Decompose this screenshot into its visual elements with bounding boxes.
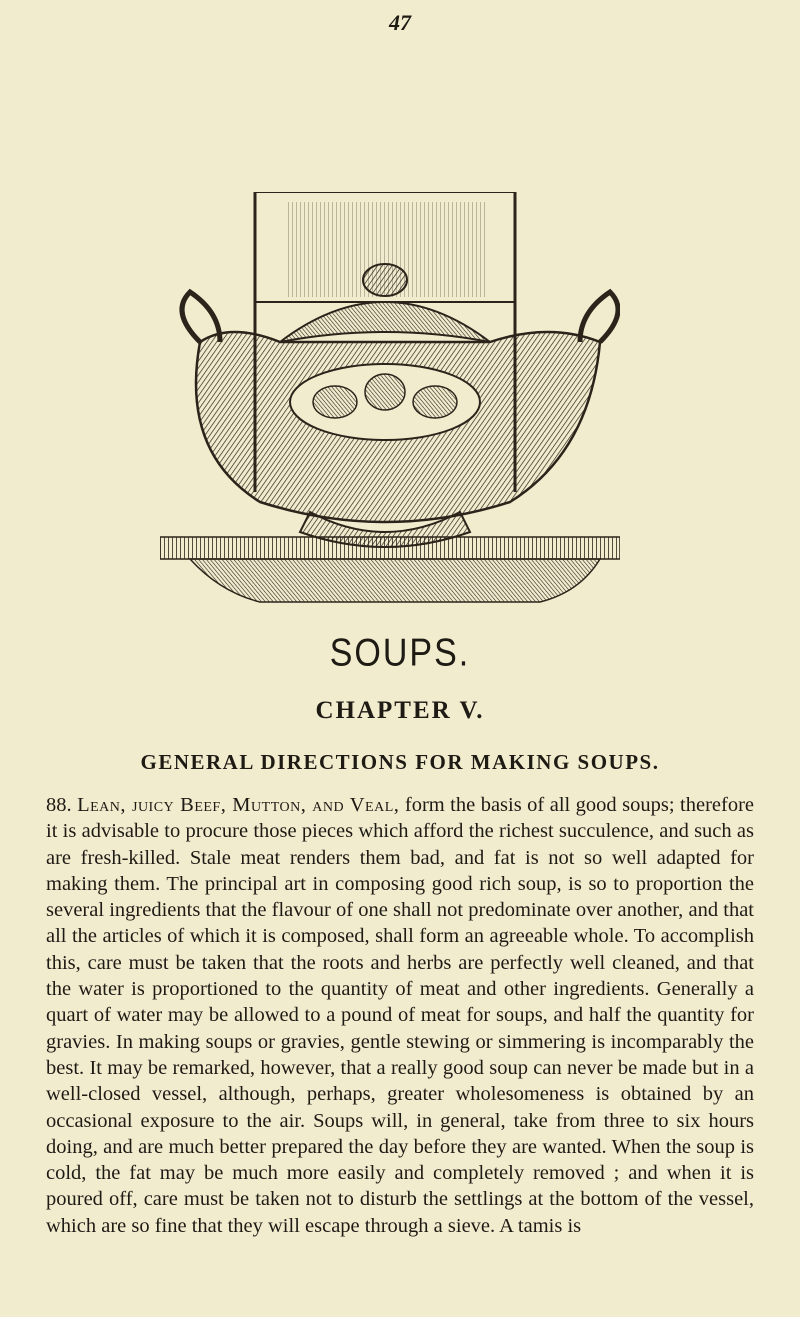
paragraph-lead: Lean, juicy Beef, Mutton, and Veal,	[77, 794, 400, 816]
decorative-tureen-engraving-icon	[160, 192, 620, 612]
chapter-heading: CHAPTER V.	[315, 697, 485, 724]
paragraph-88	[46, 792, 754, 1239]
page-number: 47	[389, 10, 411, 35]
section-heading: GENERAL DIRECTIONS FOR MAKING SOUPS.	[140, 750, 660, 774]
paragraph-number: 88.	[46, 794, 72, 816]
paragraph-text: form the basis of all good soups; therefore it is advisable to procure those pieces which afford the richest succulence, and such as are fresh-killed. Stale meat renders them bad, and fat is not so well adapted for making them. The principal art in composing good rich soup, is so to proportion the several ingredients that the flavour of one shall not predominate over another, and that all the articles of which it is composed, shall form an agreeable whole. To accomplish this, care must be taken that the roots and herbs are perfectly well cleaned, and that the water is proportioned to the quantity of meat and other ingredients. Generally a quart of water may be allowed to a pound of meat for soups, and half the quantity for gravies. In making soups or gravies, gentle stewing or simmering is incomparably the best. It may be remarked, however, that a really good soup can never be made but in a well-closed vessel, although, perhaps, greater wholesomeness is obtained by an occasional exposure to the air. Soups will, in general, take from three to six hours doing, and are much better prepared the day before they are wanted. When the soup is cold, the fat may be much more easily and completely removed ; and when it is poured off, care must be taken not to disturb the settlings at the bottom of the vessel, which are so fine that they will escape through a sieve. A tamis is	[46, 794, 755, 1237]
section-title: SOUPS.	[329, 631, 471, 675]
